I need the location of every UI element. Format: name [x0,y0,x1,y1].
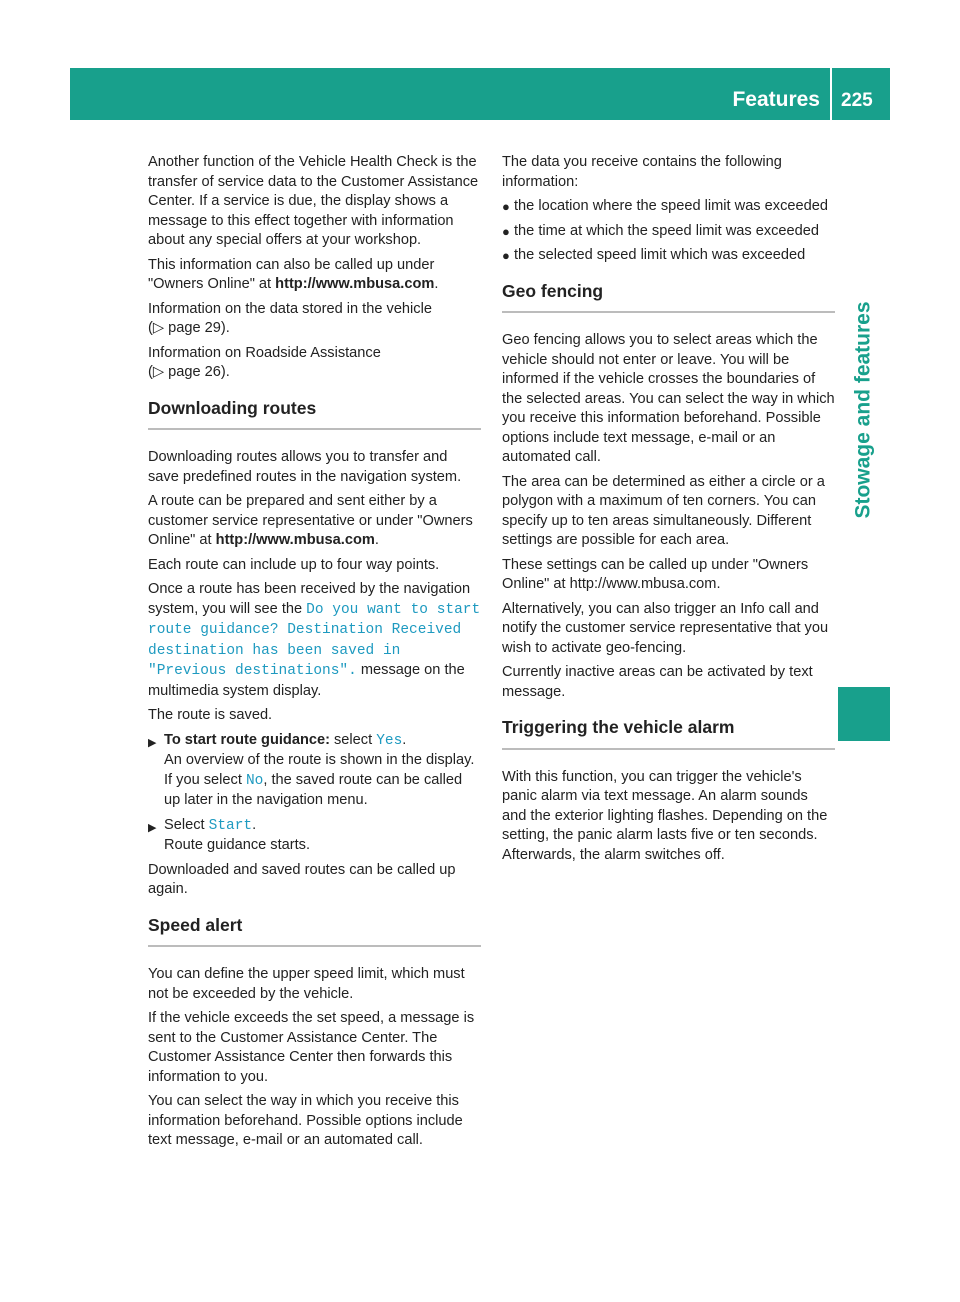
paragraph: With this function, you can trigger the vehicle's panic alarm via text message. An alarm sounds and the exterior lighting flashes. Depending on the setting, the panic alarm lasts five or ten seconds. Afterwards, the alarm switches off. [502,768,828,863]
page-header [70,68,890,120]
bullet-icon: ● [502,223,510,239]
instruction-step: ▶ Select Start. Route guidance starts. [148,816,481,856]
step-arrow-icon: ▶ [148,821,157,834]
paragraph: A route can be prepared and sent either by a customer service representative or under "Owners Online" at http://www.mbusa.com. [148,493,473,548]
right-column [502,153,835,870]
heading-vehicle-alarm: Triggering the vehicle alarm [502,718,835,750]
link-url[interactable]: http://www.mbusa.com [215,532,375,548]
heading-speed-alert: Speed alert [148,916,481,948]
list-item: ● the location where the speed limit was exceeded [502,197,835,217]
paragraph: Each route can include up to four way points. [148,556,440,573]
paragraph: Information on Roadside Assistance (▷ page 26). [148,344,381,380]
option-yes: Yes [376,732,403,749]
chapter-tab [838,130,890,690]
paragraph: Once a route has been received by the navigation system, you will see the Do you want to start route guidance? Destination Received destination has been saved in "Previous destinations". message on the multimedia system display. [148,581,481,699]
list-item: ● the time at which the speed limit was exceeded [502,222,835,242]
option-start: Start [208,817,253,834]
chapter-tab-label: Stowage and features [852,301,875,519]
paragraph: Downloaded and saved routes can be called up again. [148,861,456,897]
paragraph: You can define the upper speed limit, which must not be exceeded by the vehicle. [148,966,465,1002]
paragraph: Downloading routes allows you to transfer and save predefined routes in the navigation system. [148,449,462,485]
paragraph: These settings can be called up under "Owners Online" at http://www.mbusa.com. [502,556,809,592]
paragraph: Information on the data stored in the vehicle (▷ page 29). [148,300,432,336]
paragraph: The area can be determined as either a circle or a polygon with a maximum of ten corners. You can specify up to ten areas simultaneously. Different settings are possible for each area. [502,473,825,548]
page-number: 225 [841,90,873,111]
heading-geo-fencing: Geo fencing [502,282,835,314]
page-reference[interactable]: (▷ page 29). [148,320,230,336]
paragraph: Geo fencing allows you to select areas which the vehicle should not enter or leave. You will be informed if the vehicle crosses the boundaries of the selected areas. You can select the way in which you receive this information beforehand. Possible options include text message, e-mail or an automated call. [502,332,835,465]
bullet-icon: ● [502,248,510,263]
header-divider [830,68,832,120]
chapter-marker [838,687,890,741]
option-no: No [245,772,264,789]
paragraph: Currently inactive areas can be activated by text message. [502,664,813,700]
display-message: Do you want to start route guidance? Destination Received destination has been saved in "Previous destinations". [148,601,481,679]
section-title: Features [732,88,820,111]
instruction-step: ▶ To start route guidance: select Yes. An overview of the route is shown in the display. If you select No, the saved route can be called up later in the navigation menu. [148,731,481,811]
left-column [148,153,481,1156]
paragraph: The data you receive contains the following information: [502,154,782,190]
step-arrow-icon: ▶ [148,736,157,749]
paragraph: Alternatively, you can also trigger an Info call and notify the customer service representative that you wish to activate geo-fencing. [502,600,829,656]
paragraph: The route is saved. [148,707,273,723]
link-url[interactable]: http://www.mbusa.com [275,276,435,292]
paragraph: You can select the way in which you receive this information beforehand. Possible options include text message, e-mail or an automated call. [148,1093,463,1148]
bullet-icon: ● [502,199,510,214]
paragraph: This information can also be called up under "Owners Online" at http://www.mbusa.com. [148,256,439,292]
paragraph: If the vehicle exceeds the set speed, a message is sent to the Customer Assistance Center. The Customer Assistance Center then forwards this information to you. [148,1010,475,1085]
heading-downloading-routes: Downloading routes [148,399,481,431]
list-item: ● the selected speed limit which was exceeded [502,246,835,266]
page-reference[interactable]: (▷ page 26). [148,364,230,380]
paragraph: Another function of the Vehicle Health Check is the transfer of service data to the Customer Assistance Center. If a service is due, the display shows a message to this effect together with information about any special offers at your workshop. [148,154,479,248]
